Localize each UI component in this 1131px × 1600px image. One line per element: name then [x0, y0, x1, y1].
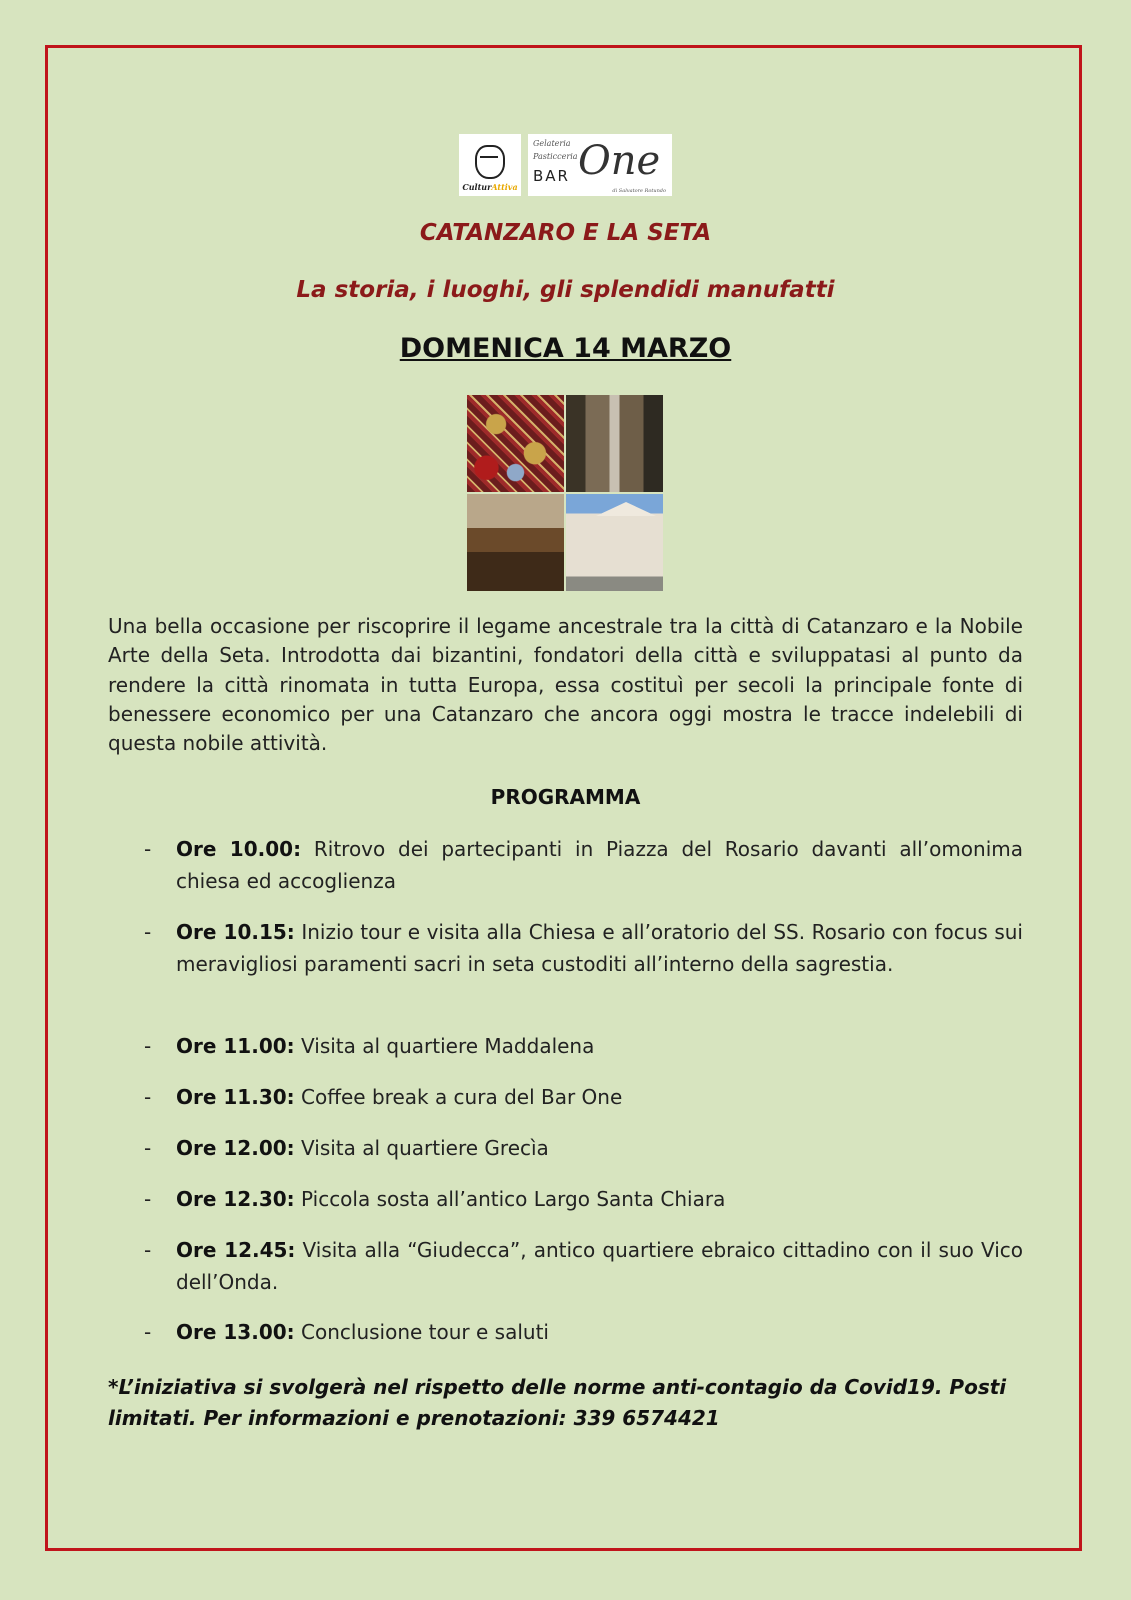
bar-one-logo-line2: Pasticceria — [533, 152, 578, 161]
covid-note: *L’iniziativa si svolgerà nel rispetto delle norme anti-contagio da Covid19. Posti limitati. Per informazioni e prenotazioni: 339 6574421 — [108, 1375, 1007, 1430]
bar-one-logo-sub: di Salvatore Rotundo — [612, 188, 666, 194]
schedule-text: Ritrovo dei partecipanti in Piazza del Rosario davanti all’omonima chiesa ed accoglienza — [176, 837, 1024, 893]
schedule-time: Ore 11.00: — [176, 1034, 295, 1058]
schedule-text: Visita alla “Giudecca”, antico quartiere ebraico cittadino con il suo Vico dell’Onda. — [176, 1238, 1023, 1294]
schedule-item: - Ore 12.00: Visita al quartiere Grecìa — [144, 1136, 549, 1160]
page-subtitle: La storia, i luoghi, gli splendidi manufatti — [296, 277, 835, 303]
schedule-text: Inizio tour e visita alla Chiesa e all’oratorio del SS. Rosario con focus sui meravigliosi paramenti sacri in seta custoditi all’interno della sagrestia. — [176, 920, 1023, 976]
mask-icon — [475, 145, 505, 179]
church-facade-photo — [566, 494, 663, 591]
schedule-item: - Ore 12.30: Piccola sosta all’antico Largo Santa Chiara — [144, 1187, 726, 1211]
schedule-item: - Ore 11.30: Coffee break a cura del Bar One — [144, 1085, 623, 1109]
schedule-text: Conclusione tour e saluti — [301, 1320, 549, 1344]
bar-one-logo-bar: BAR — [533, 167, 570, 185]
schedule-time: Ore 12.00: — [176, 1136, 295, 1160]
old-town-alley-photo — [566, 395, 663, 492]
schedule-time: Ore 11.30: — [176, 1085, 295, 1109]
bar-one-logo-line1: Gelateria — [533, 139, 571, 148]
schedule-time: Ore 10.00: — [176, 837, 302, 861]
schedule-text: Visita al quartiere Grecìa — [301, 1136, 549, 1160]
schedule-item: - Ore 10.15: Inizio tour e visita alla Chiesa e all’oratorio del SS. Rosario con focus sui meravigliosi paramenti sacri in seta custoditi all’interno della sagrestia. — [144, 920, 1023, 976]
schedule-text: Visita al quartiere Maddalena — [301, 1034, 595, 1058]
schedule-time: Ore 13.00: — [176, 1320, 295, 1344]
sponsor-logos — [0, 134, 1131, 196]
photo-collage — [467, 395, 664, 591]
schedule-time: Ore 12.30: — [176, 1187, 295, 1211]
schedule-item: - Ore 11.00: Visita al quartiere Maddalena — [144, 1034, 595, 1058]
schedule-item: - Ore 10.00: Ritrovo dei partecipanti in Piazza del Rosario davanti all’omonima chiesa ed accoglienza — [144, 837, 1024, 893]
schedule-text: Coffee break a cura del Bar One — [301, 1085, 623, 1109]
schedule-text: Piccola sosta all’antico Largo Santa Chiara — [301, 1187, 726, 1211]
bar-one-logo-one: One — [578, 138, 661, 184]
programma-heading: PROGRAMMA — [490, 785, 641, 809]
schedule-time: Ore 10.15: — [176, 920, 295, 944]
silk-vestment-photo — [467, 395, 564, 492]
schedule-item: - Ore 12.45: Visita alla “Giudecca”, antico quartiere ebraico cittadino con il suo Vico dell’Onda. — [144, 1238, 1023, 1294]
oratory-interior-photo — [467, 494, 564, 591]
page-title: CATANZARO E LA SETA — [419, 220, 712, 246]
culturattiva-logo-text: CulturAttiva — [462, 182, 518, 192]
intro-paragraph: Una bella occasione per riscoprire il legame ancestrale tra la città di Catanzaro e la Nobile Arte della Seta. Introdotta dai bizantini, fondatori della città e sviluppatasi al punto da rendere la città rinomata in tutta Europa, essa costituì per secoli la principale fonte di benessere economico per una Catanzaro che ancora oggi mostra le tracce indelebili di questa nobile attività. — [108, 614, 1023, 756]
schedule-item: - Ore 13.00: Conclusione tour e saluti — [144, 1320, 549, 1344]
culturattiva-logo — [459, 134, 521, 196]
event-date: DOMENICA 14 MARZO — [399, 333, 732, 364]
bar-one-logo — [528, 134, 672, 196]
schedule-time: Ore 12.45: — [176, 1238, 296, 1262]
